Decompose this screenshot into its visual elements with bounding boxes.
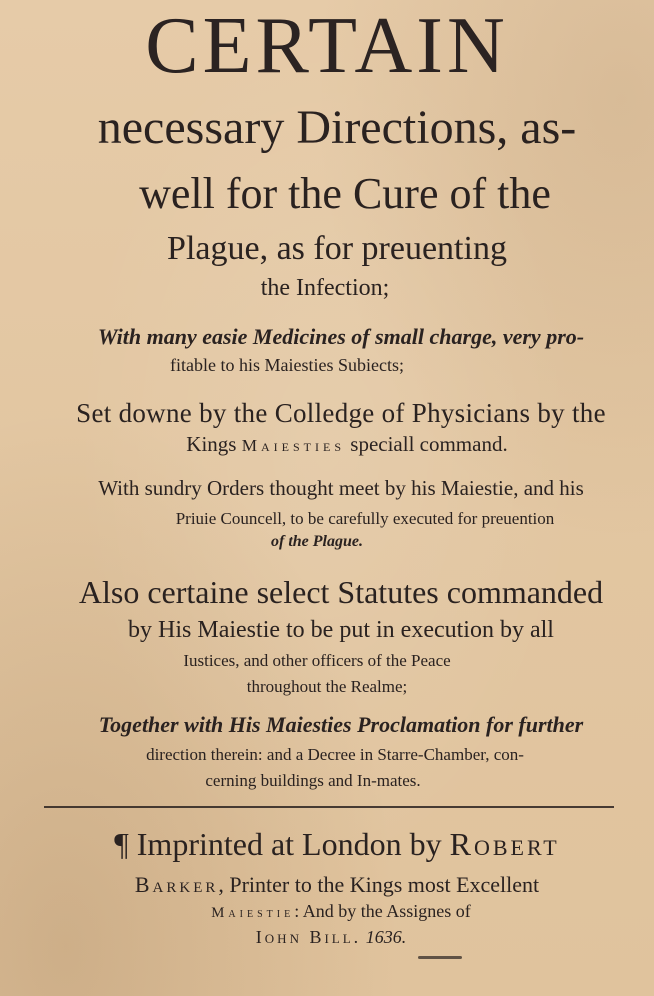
college-line-2 bbox=[20, 434, 654, 455]
college-command: speciall command. bbox=[350, 432, 508, 456]
orders-line-1: With sundry Orders thought meet by his Maiestie, and his bbox=[98, 476, 584, 500]
imprint-printer: , Printer to the Kings most Excellent bbox=[218, 872, 540, 897]
statutes-line-3: Iustices, and other officers of the Peace bbox=[183, 651, 451, 670]
medicines-line-2: fitable to his Maiesties Subiects; bbox=[170, 355, 404, 375]
statutes-line-4: throughout the Realme; bbox=[246, 677, 408, 696]
proclamation-line-2: direction therein: and a Decree in Starre-Chamber, con- bbox=[146, 745, 524, 764]
orders-line-3: of the Plague. bbox=[271, 533, 363, 550]
imprint-maiestie: Maiestie bbox=[211, 905, 295, 921]
orders-line-2: Priuie Councell, to be carefully executed for preuention bbox=[175, 509, 555, 528]
statutes-line-1: Also certaine select Statutes commanded bbox=[78, 574, 604, 610]
imprint-line-3 bbox=[14, 902, 654, 921]
subtitle-line-2: well for the Cure of the bbox=[139, 169, 551, 218]
imprint-barker: Barker bbox=[134, 872, 219, 897]
subtitle-line-4: the Infection; bbox=[260, 275, 390, 301]
imprint-line-4 bbox=[4, 928, 654, 946]
title-certain: CERTAIN bbox=[145, 2, 509, 90]
subtitle-line-3: Plague, as for preuenting bbox=[167, 230, 507, 267]
imprint-line-1 bbox=[10, 828, 654, 860]
imprint-prefix: ¶ Imprinted at London by bbox=[114, 826, 442, 862]
medicines-line-1: With many easie Medicines of small charge, very pro- bbox=[97, 324, 585, 349]
subtitle-line-1: necessary Directions, as- bbox=[97, 101, 577, 154]
proclamation-line-3: cerning buildings and In-mates. bbox=[205, 771, 421, 790]
imprint-line-2 bbox=[10, 874, 654, 896]
college-kings: Kings bbox=[186, 432, 237, 456]
imprint-year: 1636. bbox=[365, 927, 407, 947]
proclamation-line-1: Together with His Maiesties Proclamation for further bbox=[98, 712, 584, 737]
year-underscore bbox=[418, 956, 462, 959]
imprint-john-bill: Iohn Bill. bbox=[255, 927, 362, 947]
college-line-1: Set downe by the Colledge of Physicians by the bbox=[76, 398, 606, 428]
horizontal-rule bbox=[44, 806, 614, 808]
statutes-line-2: by His Maiestie to be put in execution by all bbox=[128, 617, 554, 643]
imprint-robert: Robert bbox=[449, 826, 560, 862]
college-maiesties: Maiesties bbox=[241, 436, 346, 455]
imprint-assignes: : And by the Assignes of bbox=[294, 901, 471, 921]
